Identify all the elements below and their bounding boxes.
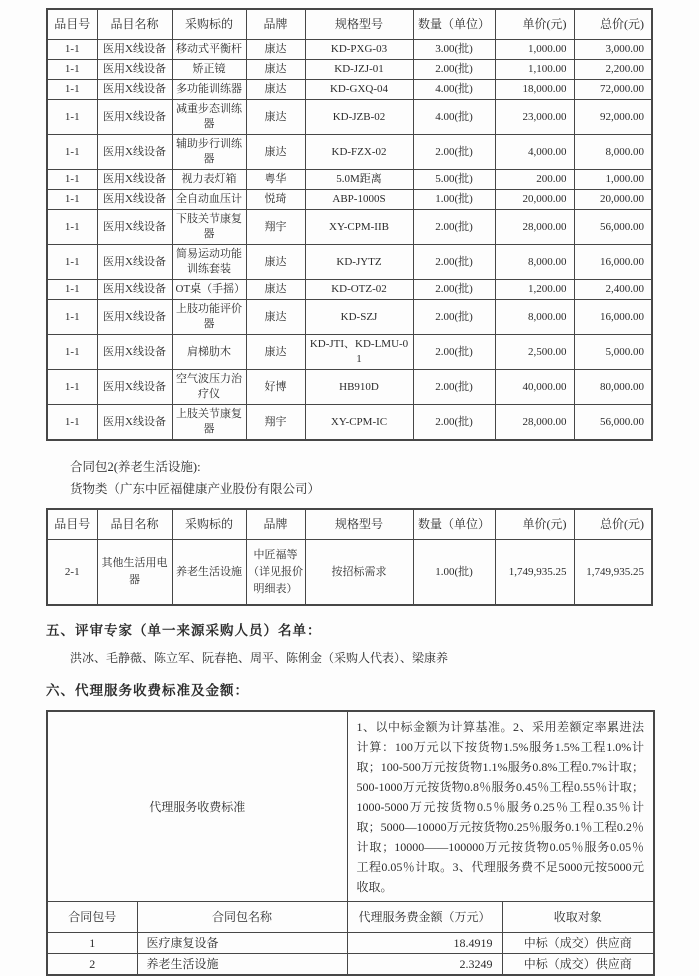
- table-cell: HB910D: [305, 370, 413, 405]
- table-cell: 4.00(批): [413, 80, 495, 100]
- table-cell: 翔宇: [246, 405, 305, 441]
- package2-supplier: 货物类（广东中匠福健康产业股份有限公司）: [70, 482, 321, 496]
- column-header: 合同包号: [47, 902, 137, 933]
- table-cell: 8,000.00: [495, 300, 574, 335]
- table-cell: 悦琦: [246, 190, 305, 210]
- table-cell: 辅助步行训练器: [172, 135, 246, 170]
- table-cell: 1-1: [47, 370, 97, 405]
- column-header: 规格型号: [305, 509, 413, 540]
- table-cell: 视力表灯箱: [172, 170, 246, 190]
- table-cell: 2.00(批): [413, 210, 495, 245]
- table-cell: 1,000.00: [495, 40, 574, 60]
- table-cell: KD-FZX-02: [305, 135, 413, 170]
- fee-standard-label: 代理服务收费标准: [47, 711, 347, 902]
- table-row: [47, 335, 652, 370]
- table-cell: 1,000.00: [574, 170, 652, 190]
- table-cell: 医用X线设备: [97, 210, 172, 245]
- table-cell: 康达: [246, 40, 305, 60]
- table-cell: 2.00(批): [413, 335, 495, 370]
- column-header: 采购标的: [172, 509, 246, 540]
- table-cell: 2.00(批): [413, 370, 495, 405]
- column-header: 合同包名称: [137, 902, 347, 933]
- table-row: [47, 210, 652, 245]
- table-cell: 5,000.00: [574, 335, 652, 370]
- table-cell: 医用X线设备: [97, 100, 172, 135]
- table-cell: 1.00(批): [413, 540, 495, 606]
- column-header: 总价(元): [574, 509, 652, 540]
- table-cell: 4.00(批): [413, 100, 495, 135]
- table-cell: 2,500.00: [495, 335, 574, 370]
- table-cell: 1-1: [47, 40, 97, 60]
- table-cell: 1,749,935.25: [495, 540, 574, 606]
- table-cell: 粤华: [246, 170, 305, 190]
- package2-title: 合同包2(养老生活设施):: [70, 460, 201, 474]
- table-row: [47, 60, 652, 80]
- table-cell: 2-1: [47, 540, 97, 606]
- table-cell: 200.00: [495, 170, 574, 190]
- table-row: [47, 170, 652, 190]
- table-row: [47, 100, 652, 135]
- table-cell: 矫正镜: [172, 60, 246, 80]
- table-cell: 1-1: [47, 190, 97, 210]
- table-cell: 18.4919: [347, 933, 502, 954]
- table-cell: 80,000.00: [574, 370, 652, 405]
- table-row: [47, 370, 652, 405]
- table-row: [47, 135, 652, 170]
- agency-fee-table: [46, 710, 655, 976]
- table-cell: 1-1: [47, 335, 97, 370]
- table-cell: OT桌（手摇）: [172, 280, 246, 300]
- table-cell: 好博: [246, 370, 305, 405]
- table-cell: 按招标需求: [305, 540, 413, 606]
- table-cell: 医用X线设备: [97, 280, 172, 300]
- section6-heading: 六、代理服务收费标准及金额：: [46, 683, 249, 698]
- expert-names: 洪冰、毛静薇、陈立军、阮春艳、周平、陈俐金（采购人代表）、梁康养: [70, 651, 449, 665]
- table-cell: 康达: [246, 280, 305, 300]
- table-cell: 医用X线设备: [97, 190, 172, 210]
- fee-standard-text: 1、以中标金额为计算基准。2、采用差额定率累进法计算：100万元以下按货物1.5%服务1.5%工程1.0%计取；100-500万元按货物1.1%服务0.8%工程0.7%计取；500-1000万元按货物0.8％服务0.45％工程0.55％计取；1000-5000万元按货物0.5％服务0.25％工程0.35％计取；5000—10000万元按货物0.25％服务0.1％工程0.2％计取；10000——100000万元按货物0.05％服务0.05％工程0.05％计取。3、代理服务费不足5000元按5000元收取。: [347, 711, 654, 902]
- table-header-row: [47, 509, 652, 540]
- table-cell: 医用X线设备: [97, 245, 172, 280]
- table-cell: 医用X线设备: [97, 170, 172, 190]
- table-cell: 2.00(批): [413, 405, 495, 441]
- column-header: 品目号: [47, 9, 97, 40]
- table-cell: 1-1: [47, 100, 97, 135]
- table-cell: 养老生活设施: [172, 540, 246, 606]
- table-cell: 康达: [246, 80, 305, 100]
- table-cell: 医用X线设备: [97, 135, 172, 170]
- table-cell: 1.00(批): [413, 190, 495, 210]
- table-cell: 72,000.00: [574, 80, 652, 100]
- table-cell: 康达: [246, 300, 305, 335]
- table-cell: 康达: [246, 335, 305, 370]
- table-cell: 1-1: [47, 210, 97, 245]
- table-cell: 2.00(批): [413, 60, 495, 80]
- table-cell: 2.00(批): [413, 280, 495, 300]
- table-row: [47, 245, 652, 280]
- table-cell: 1-1: [47, 280, 97, 300]
- column-header: 单价(元): [495, 9, 574, 40]
- table-cell: 8,000.00: [495, 245, 574, 280]
- table-cell: KD-PXG-03: [305, 40, 413, 60]
- table-cell: 28,000.00: [495, 210, 574, 245]
- fee-standard-row: [47, 711, 654, 902]
- column-header: 采购标的: [172, 9, 246, 40]
- table-cell: 1,100.00: [495, 60, 574, 80]
- table-row: [47, 540, 652, 606]
- table-cell: 16,000.00: [574, 245, 652, 280]
- table-cell: 移动式平衡杆: [172, 40, 246, 60]
- column-header: 收取对象: [502, 902, 654, 933]
- table-cell: 医用X线设备: [97, 40, 172, 60]
- column-header: 单价(元): [495, 509, 574, 540]
- table-cell: 2: [47, 954, 137, 976]
- table-row: [47, 80, 652, 100]
- table-cell: 医用X线设备: [97, 60, 172, 80]
- column-header: 代理服务费金额（万元）: [347, 902, 502, 933]
- table-cell: 空气波压力治疗仪: [172, 370, 246, 405]
- table-cell: 56,000.00: [574, 405, 652, 441]
- table-cell: 1: [47, 933, 137, 954]
- table-cell: 5.0M距离: [305, 170, 413, 190]
- column-header: 数量（单位）: [413, 9, 495, 40]
- table-cell: KD-JTI、KD-LMU-01: [305, 335, 413, 370]
- table-cell: 简易运动功能训练套装: [172, 245, 246, 280]
- table-cell: 2,400.00: [574, 280, 652, 300]
- table-row: [47, 40, 652, 60]
- table-cell: 28,000.00: [495, 405, 574, 441]
- table-cell: 1-1: [47, 170, 97, 190]
- column-header: 品牌: [246, 509, 305, 540]
- table-cell: 上肢功能评价器: [172, 300, 246, 335]
- table-cell: 1-1: [47, 300, 97, 335]
- table-cell: 4,000.00: [495, 135, 574, 170]
- column-header: 品目号: [47, 509, 97, 540]
- table-cell: 8,000.00: [574, 135, 652, 170]
- table-cell: 翔宇: [246, 210, 305, 245]
- table-cell: KD-JYTZ: [305, 245, 413, 280]
- table-cell: 上肢关节康复器: [172, 405, 246, 441]
- table-cell: 医用X线设备: [97, 300, 172, 335]
- table-cell: 3.00(批): [413, 40, 495, 60]
- table-cell: 1-1: [47, 60, 97, 80]
- table-cell: XY-CPM-IC: [305, 405, 413, 441]
- table-cell: 医疗康复设备: [137, 933, 347, 954]
- table-cell: 2,200.00: [574, 60, 652, 80]
- section5-heading: 五、评审专家（单一来源采购人员）名单：: [46, 623, 322, 638]
- table-row: [47, 190, 652, 210]
- table-cell: 20,000.00: [495, 190, 574, 210]
- table-cell: 3,000.00: [574, 40, 652, 60]
- table-cell: 康达: [246, 135, 305, 170]
- table-cell: 20,000.00: [574, 190, 652, 210]
- package1-items-table: [46, 8, 653, 441]
- table-cell: 中标（成交）供应商: [502, 933, 654, 954]
- table-cell: KD-SZJ: [305, 300, 413, 335]
- package2-items-table: [46, 508, 653, 606]
- fee-table-header-row: [47, 902, 654, 933]
- table-cell: 2.00(批): [413, 245, 495, 280]
- table-cell: 养老生活设施: [137, 954, 347, 976]
- table-cell: 其他生活用电器: [97, 540, 172, 606]
- table-cell: 1,749,935.25: [574, 540, 652, 606]
- table-cell: 医用X线设备: [97, 370, 172, 405]
- table-cell: 医用X线设备: [97, 80, 172, 100]
- column-header: 品目名称: [97, 509, 172, 540]
- table-cell: 92,000.00: [574, 100, 652, 135]
- table-cell: 56,000.00: [574, 210, 652, 245]
- table-cell: 18,000.00: [495, 80, 574, 100]
- column-header: 规格型号: [305, 9, 413, 40]
- table-cell: ABP-1000S: [305, 190, 413, 210]
- table-cell: 40,000.00: [495, 370, 574, 405]
- table-cell: 下肢关节康复器: [172, 210, 246, 245]
- table-cell: 康达: [246, 245, 305, 280]
- table-cell: XY-CPM-IIB: [305, 210, 413, 245]
- table-cell: 肩梯肋木: [172, 335, 246, 370]
- column-header: 总价(元): [574, 9, 652, 40]
- table-cell: 1-1: [47, 80, 97, 100]
- table-cell: KD-OTZ-02: [305, 280, 413, 300]
- column-header: 数量（单位）: [413, 509, 495, 540]
- table-cell: 减重步态训练器: [172, 100, 246, 135]
- table-cell: 医用X线设备: [97, 335, 172, 370]
- column-header: 品目名称: [97, 9, 172, 40]
- table-cell: 2.00(批): [413, 300, 495, 335]
- table-cell: KD-GXQ-04: [305, 80, 413, 100]
- table-cell: 1-1: [47, 245, 97, 280]
- table-cell: KD-JZB-02: [305, 100, 413, 135]
- table-row: [47, 405, 652, 441]
- table-row: [47, 280, 652, 300]
- table-cell: 1-1: [47, 405, 97, 441]
- table-cell: 康达: [246, 60, 305, 80]
- column-header: 品牌: [246, 9, 305, 40]
- table-cell: 16,000.00: [574, 300, 652, 335]
- table-row: [47, 954, 654, 976]
- table-cell: 多功能训练器: [172, 80, 246, 100]
- table-row: [47, 300, 652, 335]
- table-cell: 5.00(批): [413, 170, 495, 190]
- table-cell: 中匠福等（详见报价明细表）: [246, 540, 305, 606]
- table-cell: 医用X线设备: [97, 405, 172, 441]
- table-cell: KD-JZJ-01: [305, 60, 413, 80]
- table-row: [47, 933, 654, 954]
- table-cell: 1,200.00: [495, 280, 574, 300]
- table-cell: 全自动血压计: [172, 190, 246, 210]
- table-cell: 23,000.00: [495, 100, 574, 135]
- table-header-row: [47, 9, 652, 40]
- table-cell: 中标（成交）供应商: [502, 954, 654, 976]
- table-cell: 康达: [246, 100, 305, 135]
- table-cell: 2.00(批): [413, 135, 495, 170]
- table-cell: 2.3249: [347, 954, 502, 976]
- table-cell: 1-1: [47, 135, 97, 170]
